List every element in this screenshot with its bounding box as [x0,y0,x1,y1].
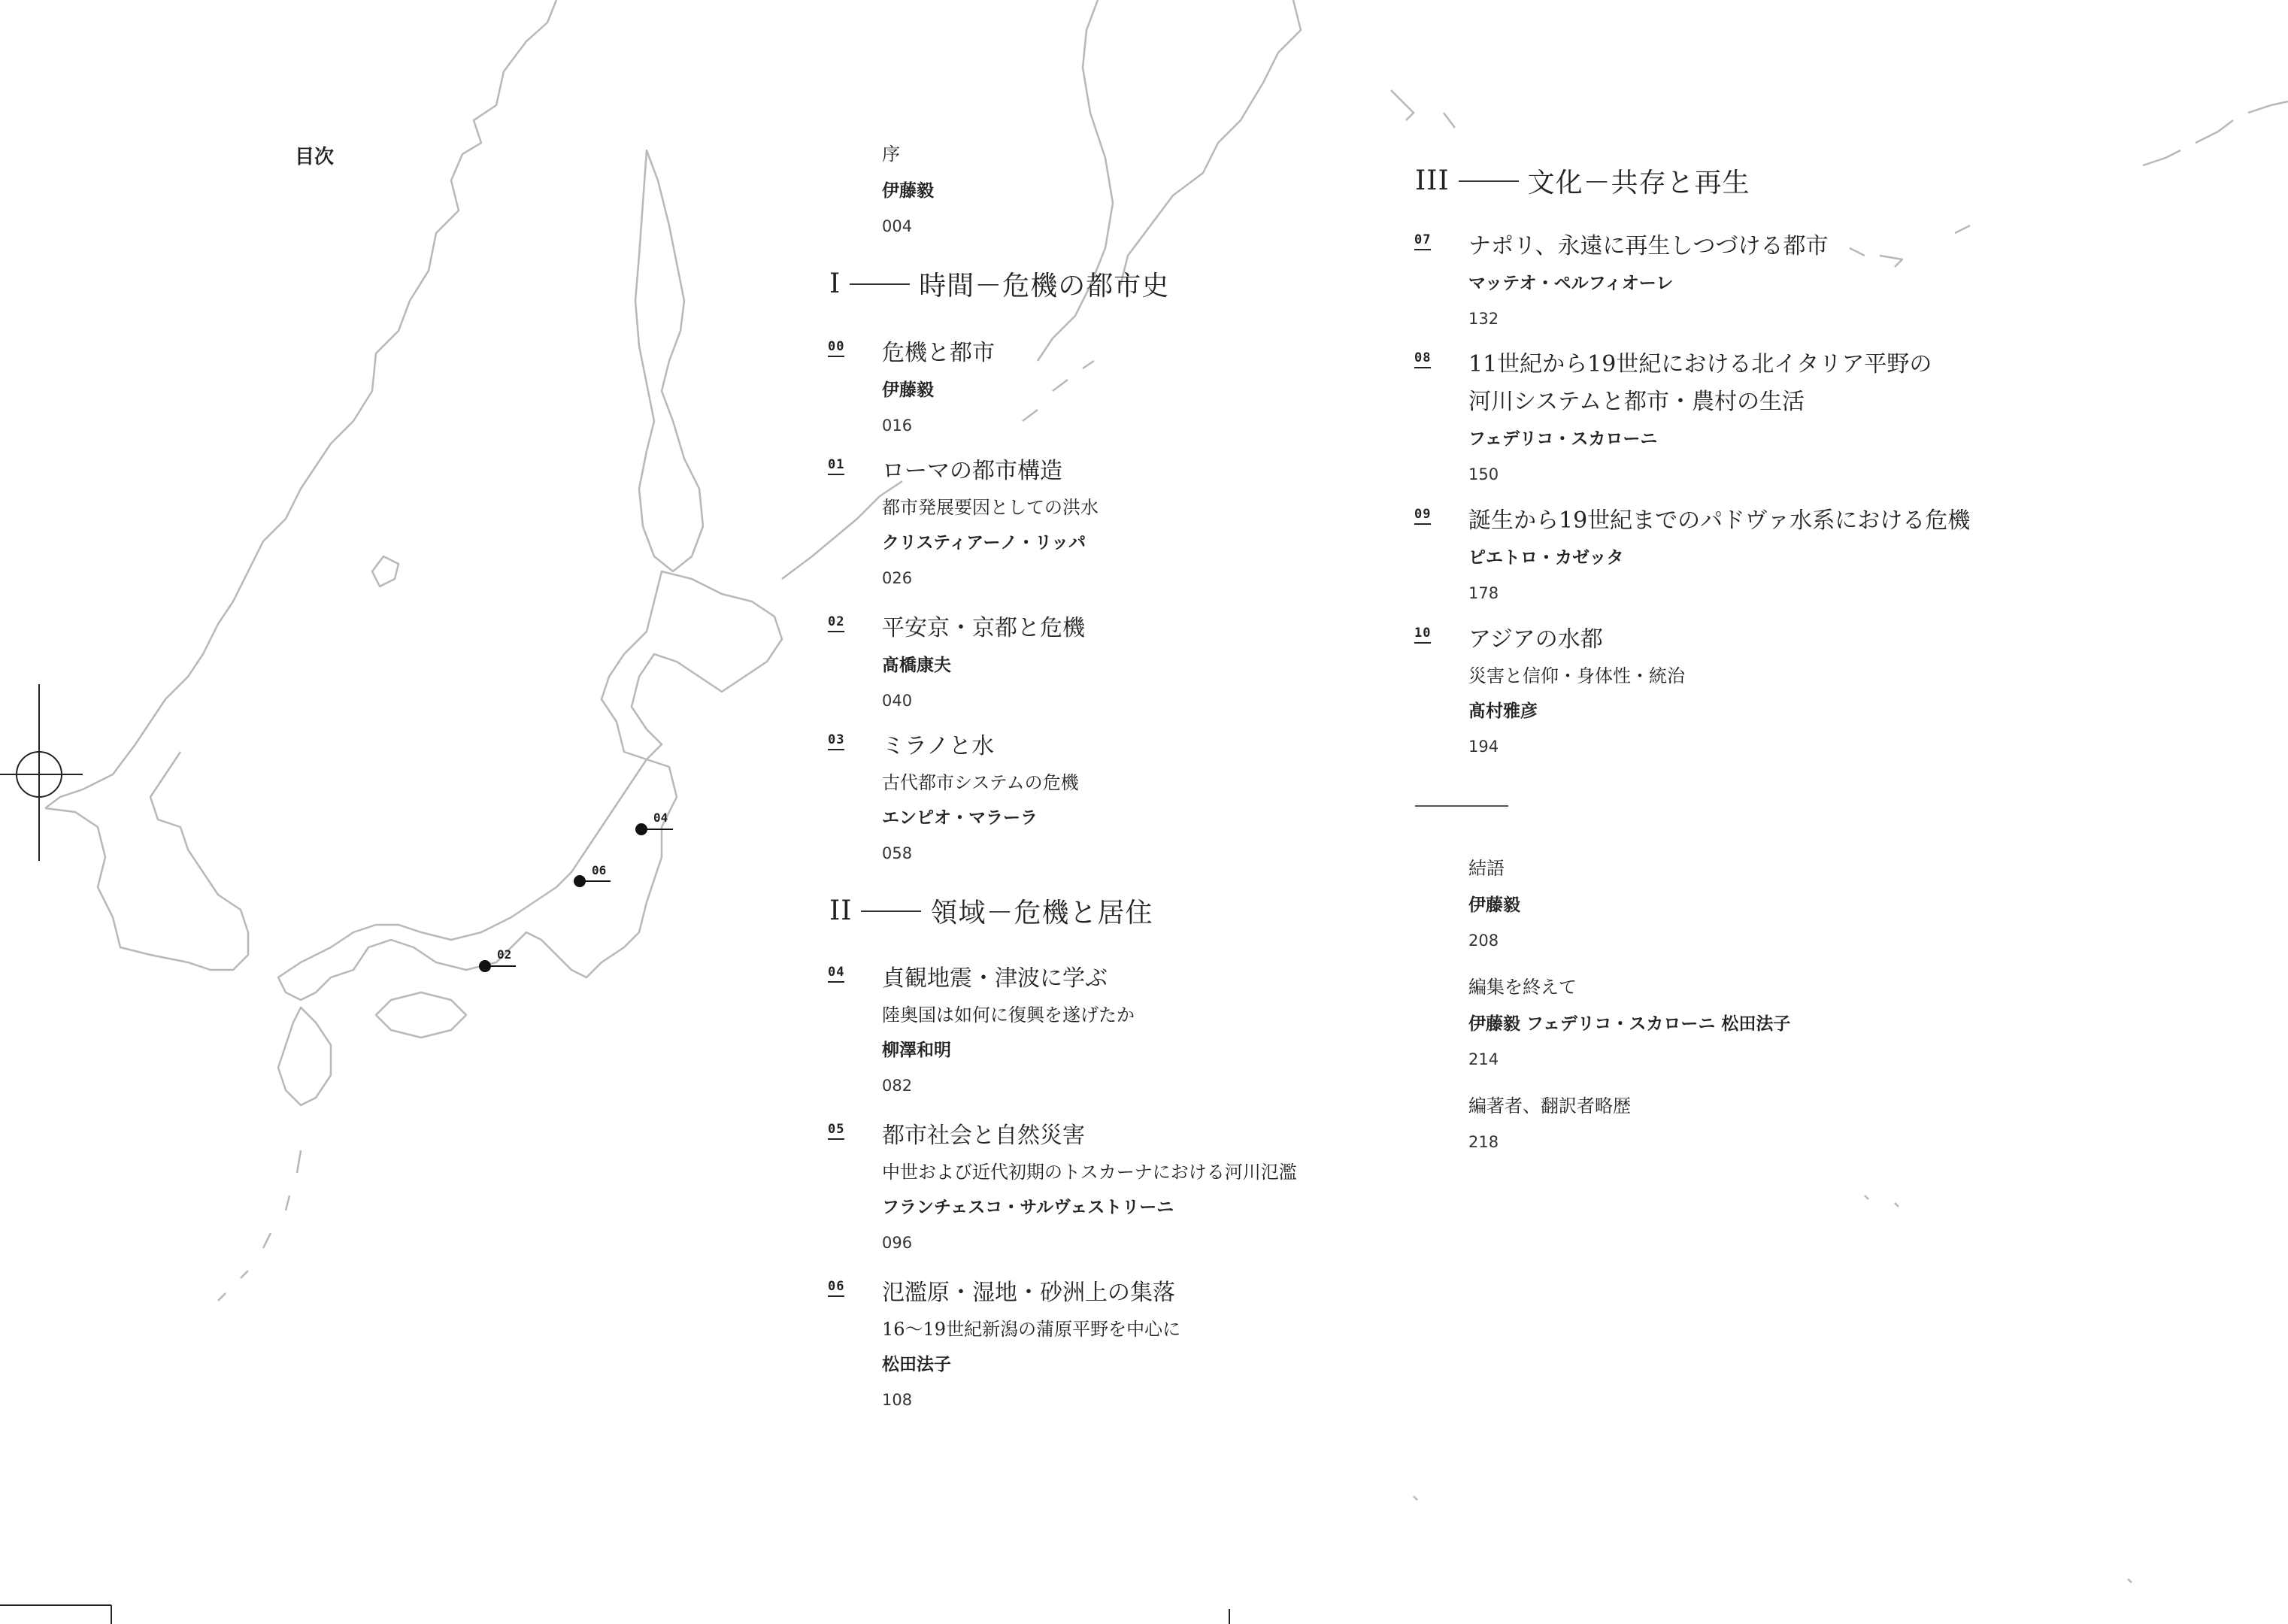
entry-title: 11世紀から19世紀における北イタリア平野の [1468,351,1932,377]
entry-author: フランチェスコ・サルヴェストリーニ [882,1198,1174,1217]
toc-entry-10[interactable] [1414,621,1685,764]
entry-page: 082 [882,1077,913,1095]
entry-title: ナポリ、永遠に再生しつづける都市 [1468,233,1829,259]
entry-title: 誕生から19世紀までのパドヴァ水系における危機 [1468,508,1971,534]
entry-subtitle: 陸奥国は如何に復興を遂げたか [882,1004,1135,1026]
part-title: 領域－危機と居住 [930,898,1153,929]
back-matter-title: 編著者、翻訳者略歴 [1468,1095,1631,1116]
part-dash [861,910,921,912]
entry-page: 026 [882,569,913,587]
entry-page: 194 [1468,738,1499,756]
preface-author: 伊藤毅 [882,181,934,201]
toc-entry-09[interactable] [1414,502,1971,611]
entry-author: マッテオ・ペルフィオーレ [1468,274,1674,293]
entry-page: 150 [1468,465,1499,483]
map-marker-06-label: 06 [592,863,607,877]
entry-title: 都市社会と自然災害 [882,1123,1085,1149]
entry-number: 09 [1414,507,1431,525]
entry-number: 00 [828,339,844,357]
entry-number: 04 [828,965,844,983]
part-title: 文化－共存と再生 [1527,168,1750,198]
entry-number: 08 [1414,350,1431,368]
kamchatka-coastline [1038,0,1113,361]
entry-number: 03 [828,732,844,750]
entry-author: クリスティアーノ・リッパ [882,533,1086,553]
entry-title: ミラノと水 [882,733,995,759]
entry-author: エンピオ・マラーラ [882,808,1038,828]
back-matter-author: 伊藤毅 フェデリコ・スカローニ 松田法子 [1468,1014,1791,1034]
entry-author: 髙村雅彦 [1468,701,1538,721]
toc-entry-06[interactable] [828,1274,1181,1417]
back-matter-biographies[interactable] [1468,1087,1631,1159]
entry-subtitle: 16～19世紀新潟の蒲原平野を中心に [882,1319,1181,1340]
back-matter-author: 伊藤毅 [1468,895,1520,915]
entry-author: 伊藤毅 [882,380,934,400]
entry-number: 02 [828,614,844,632]
entry-page: 096 [882,1234,913,1252]
entry-page: 058 [882,844,913,862]
entry-author: 柳澤和明 [882,1041,951,1060]
part-heading-1 [829,265,1169,303]
preface-entry[interactable] [882,135,934,244]
toc-entry-03[interactable] [828,728,1079,871]
toc-entry-01[interactable] [828,453,1099,595]
back-matter-title: 編集を終えて [1468,977,1577,998]
part-heading-3 [1415,162,1750,200]
honshu-coastline [278,759,677,1000]
toc-entry-07[interactable] [1414,228,1829,336]
back-matter-conclusion[interactable] [1468,850,1520,958]
entry-page: 108 [882,1391,913,1409]
entry-title: 平安京・京都と危機 [882,615,1085,641]
entry-author: フェデリコ・スカローニ [1468,429,1658,449]
shikoku-coastline [376,992,466,1038]
entry-page: 132 [1468,310,1499,328]
back-matter-page: 208 [1468,932,1499,950]
ryukyu-islands [218,1150,301,1301]
pacific-islands [1414,1195,2132,1583]
entry-subtitle: 古代都市システムの危機 [882,772,1079,793]
toc-entry-04[interactable] [828,960,1135,1103]
part-label: II [829,895,853,926]
map-marker-04-label: 04 [653,810,668,825]
entry-subtitle: 中世および近代初期のトスカーナにおける河川氾濫 [882,1162,1297,1183]
entry-title: ローマの都市構造 [882,458,1062,484]
toc-entry-00[interactable] [828,335,995,443]
hokkaido-coastline [602,571,782,759]
toc-entry-02[interactable] [828,610,1085,718]
back-matter-title: 結語 [1468,858,1505,879]
sakhalin-coastline [635,150,703,571]
korea-coastline [45,752,248,970]
kamchatka-coastline-2 [1120,0,1301,286]
part-dash [850,283,910,285]
entry-subtitle: 都市発展要因としての洪水 [882,497,1099,518]
entry-title: 危機と都市 [882,340,995,366]
entry-number: 01 [828,457,844,475]
part-title: 時間－危機の都市史 [919,271,1170,301]
kyushu-coastline [278,1007,331,1105]
asia-coastline [45,0,556,808]
entry-title: 氾濫原・湿地・砂洲上の集落 [882,1280,1175,1306]
entry-number: 05 [828,1122,844,1140]
entry-author: 松田法子 [882,1355,951,1374]
entry-page: 016 [882,417,913,435]
back-matter-editors-note[interactable] [1468,968,1790,1077]
toc-entry-08[interactable] [1414,346,1932,492]
part-label: III [1415,165,1450,196]
section-divider [1415,805,1508,807]
map-marker-02-label: 02 [497,947,512,962]
entry-author: 髙橋康夫 [882,656,951,675]
entry-number: 06 [828,1279,844,1297]
part-heading-2 [829,892,1153,930]
preface-page: 004 [882,217,913,235]
part-dash [1459,180,1519,182]
part-label: I [829,268,841,299]
entry-number: 10 [1414,626,1431,644]
entry-title: 貞観地震・津波に学ぶ [882,965,1108,992]
entry-title-line2: 河川システムと都市・農村の生活 [1468,389,1805,415]
island-outline [372,556,399,586]
toc-label: 目次 [295,146,335,168]
preface-title: 序 [882,144,900,165]
entry-number: 07 [1414,232,1431,250]
entry-page: 178 [1468,584,1499,602]
back-matter-page: 214 [1468,1050,1499,1068]
toc-entry-05[interactable] [828,1117,1297,1260]
back-matter-page: 218 [1468,1133,1499,1151]
entry-title: アジアの水都 [1468,626,1603,653]
entry-author: ピエトロ・カゼッタ [1468,548,1624,568]
entry-subtitle: 災害と信仰・身体性・統治 [1468,665,1685,686]
entry-page: 040 [882,692,913,710]
